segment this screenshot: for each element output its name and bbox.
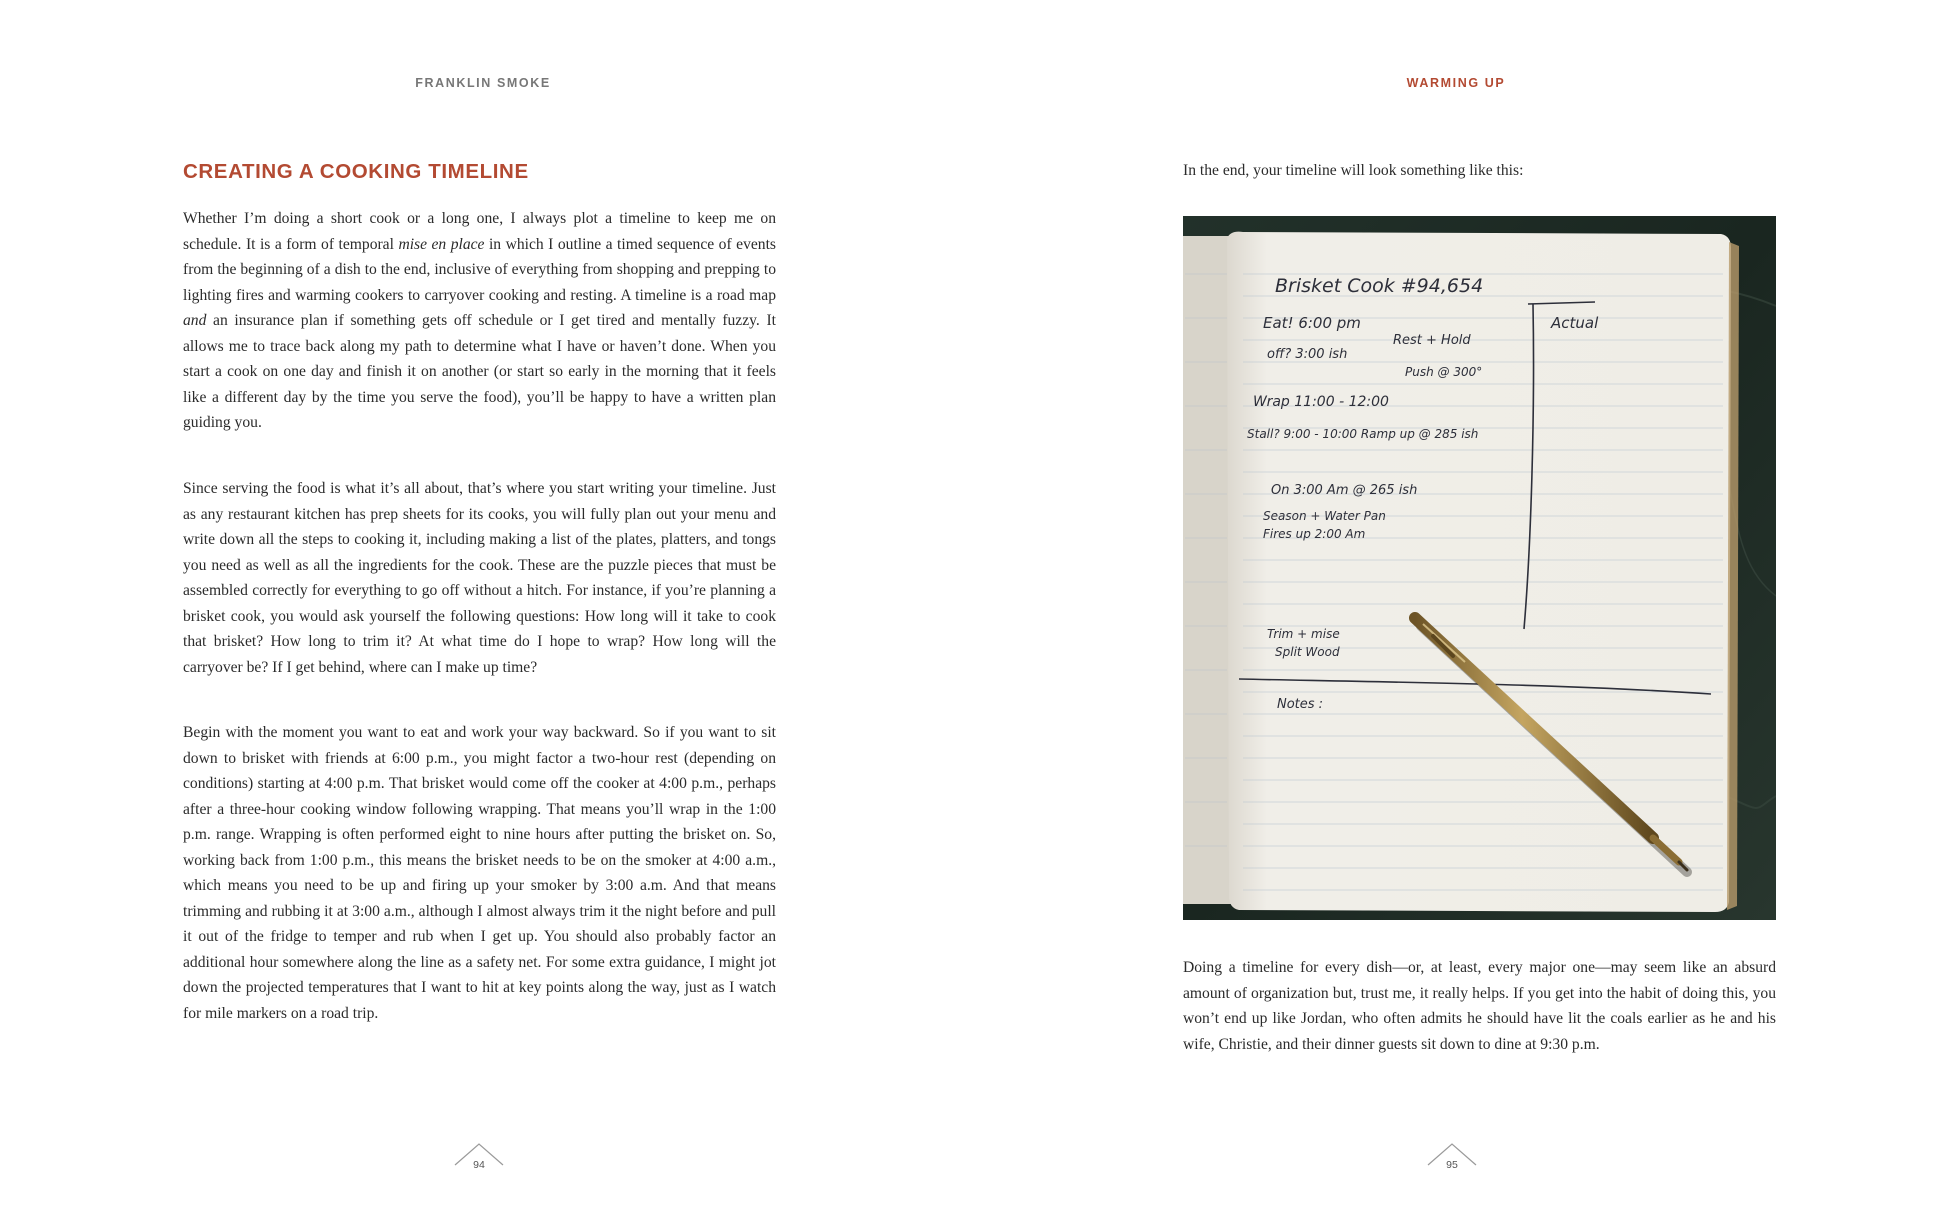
page-number-left: 94 — [473, 1159, 485, 1171]
folio-left — [449, 1138, 509, 1174]
right-page — [973, 0, 1946, 1216]
notebook-line-notes: Notes : — [1277, 697, 1324, 712]
body-paragraph-2: Since serving the food is what it’s all about, that’s where you start writing your timeline. Just as any restaurant kitchen has prep sheets for its cooks, you will fully plan out your menu and write down all the steps to cooking it, including making a list of the plates, platters, and tongs you need as well as all the ingredients for the cook. These are the puzzle pieces that must be assembled correctly for everything to go off without a hitch. For instance, if you’re planning a brisket cook, you would ask yourself the following questions: How long will it take to cook that brisket? How long to trim it? At what time do I hope to wrap? How long will the carryover be? If I get behind, where can I make up time? — [183, 480, 776, 676]
notebook-line-rest: Rest + Hold — [1393, 333, 1471, 348]
notebook-illustration — [1183, 216, 1776, 920]
running-head-book-title: FRANKLIN SMOKE — [415, 76, 551, 90]
notebook-right-page — [1227, 232, 1731, 912]
paragraph-1-part-3: an insurance plan if something gets off schedule or I get tired and mentally fuzzy. It allows me to trace back along my path to determine what I have or haven’t done. When you start a cook on one day and finish it on another (or start so early in the morning that it feels like a different day by the time you serve the food), you’ll be happy to have a written plan guiding you. — [183, 312, 776, 431]
notebook-left-page — [1183, 236, 1235, 904]
notebook-line-eat: Eat! 6:00 pm — [1263, 314, 1361, 332]
paragraph-1-part-2: in which I outline a timed sequence of events from the beginning of a dish to the end, inclusive of everything from shopping and prepping to lighting fires and warming cookers to carryover cooking and resting. A timeline is a road map — [183, 235, 776, 304]
notebook-line-fires: Fires up 2:00 Am — [1263, 527, 1366, 541]
notebook-line-wrap: Wrap 11:00 - 12:00 — [1253, 394, 1389, 410]
body-paragraph-3: Begin with the moment you want to eat and work your way backward. So if you want to sit down to brisket with friends at 6:00 p.m., you might factor a two-hour rest (depending on conditions) starting at 4:00 p.m. That brisket would come off the cooker at 4:00 p.m., perhaps after a three-hour cooking window following wrapping. That means you’ll wrap in the 1:00 p.m. range. Wrapping is often performed eight to nine hours after putting the brisket on. So, working back from 1:00 p.m., this means the brisket needs to be on the smoker at 4:00 a.m., which means you need to be up and firing up your smoker by 3:00 a.m. And that means trimming and rubbing it at 3:00 a.m., although I almost always trim it the night before and pull it out of the fridge to temper and rub when I get up. You should also probably factor an additional hour somewhere along the line as a safety net. For some extra guidance, I might jot down the projected temperatures that I want to hit at key points along the way, just as I watch for mile markers on a road trip. — [183, 724, 776, 1022]
notebook-title: Brisket Cook #94,654 — [1275, 275, 1484, 297]
page-number-right: 95 — [1446, 1159, 1458, 1171]
section-title: CREATING A COOKING TIMELINE — [183, 160, 529, 183]
intro-sentence: In the end, your timeline will look something like this: — [1183, 162, 1524, 179]
paragraph-1-italic-2: and — [183, 312, 207, 329]
paragraph-1-part-1: Whether I’m doing a short cook or a long one, I always plot a timeline to keep me on schedule. It is a form of temporal — [183, 210, 776, 253]
notebook-line-trim: Trim + mise — [1267, 627, 1340, 641]
notebook-line-on: On 3:00 Am @ 265 ish — [1271, 483, 1418, 498]
closing-paragraph: Doing a timeline for every dish—or, at least, every major one—may seem like an absurd amount of organization but, trust me, it really helps. If you get into the habit of doing this, you won’t end up like Jordan, who often admits he should have lit the coals earlier as he and his wife, Christie, and their dinner guests sit down to dine at 9:30 p.m. — [1183, 959, 1776, 1053]
notebook-photo — [1183, 216, 1776, 920]
notebook-line-stall: Stall? 9:00 - 10:00 Ramp up @ 285 ish — [1247, 427, 1479, 441]
folio-right — [1422, 1138, 1482, 1174]
notebook-line-off: off? 3:00 ish — [1267, 347, 1348, 362]
notebook-line-push: Push @ 300° — [1405, 365, 1483, 379]
running-head-chapter-title: WARMING UP — [1406, 76, 1506, 90]
paragraph-1-italic-1: mise en place — [398, 235, 485, 253]
body-paragraph-1 — [183, 206, 776, 436]
notebook-actual-label: Actual — [1551, 314, 1599, 332]
notebook-line-season: Season + Water Pan — [1263, 509, 1386, 523]
notebook-line-wood: Split Wood — [1275, 645, 1340, 659]
